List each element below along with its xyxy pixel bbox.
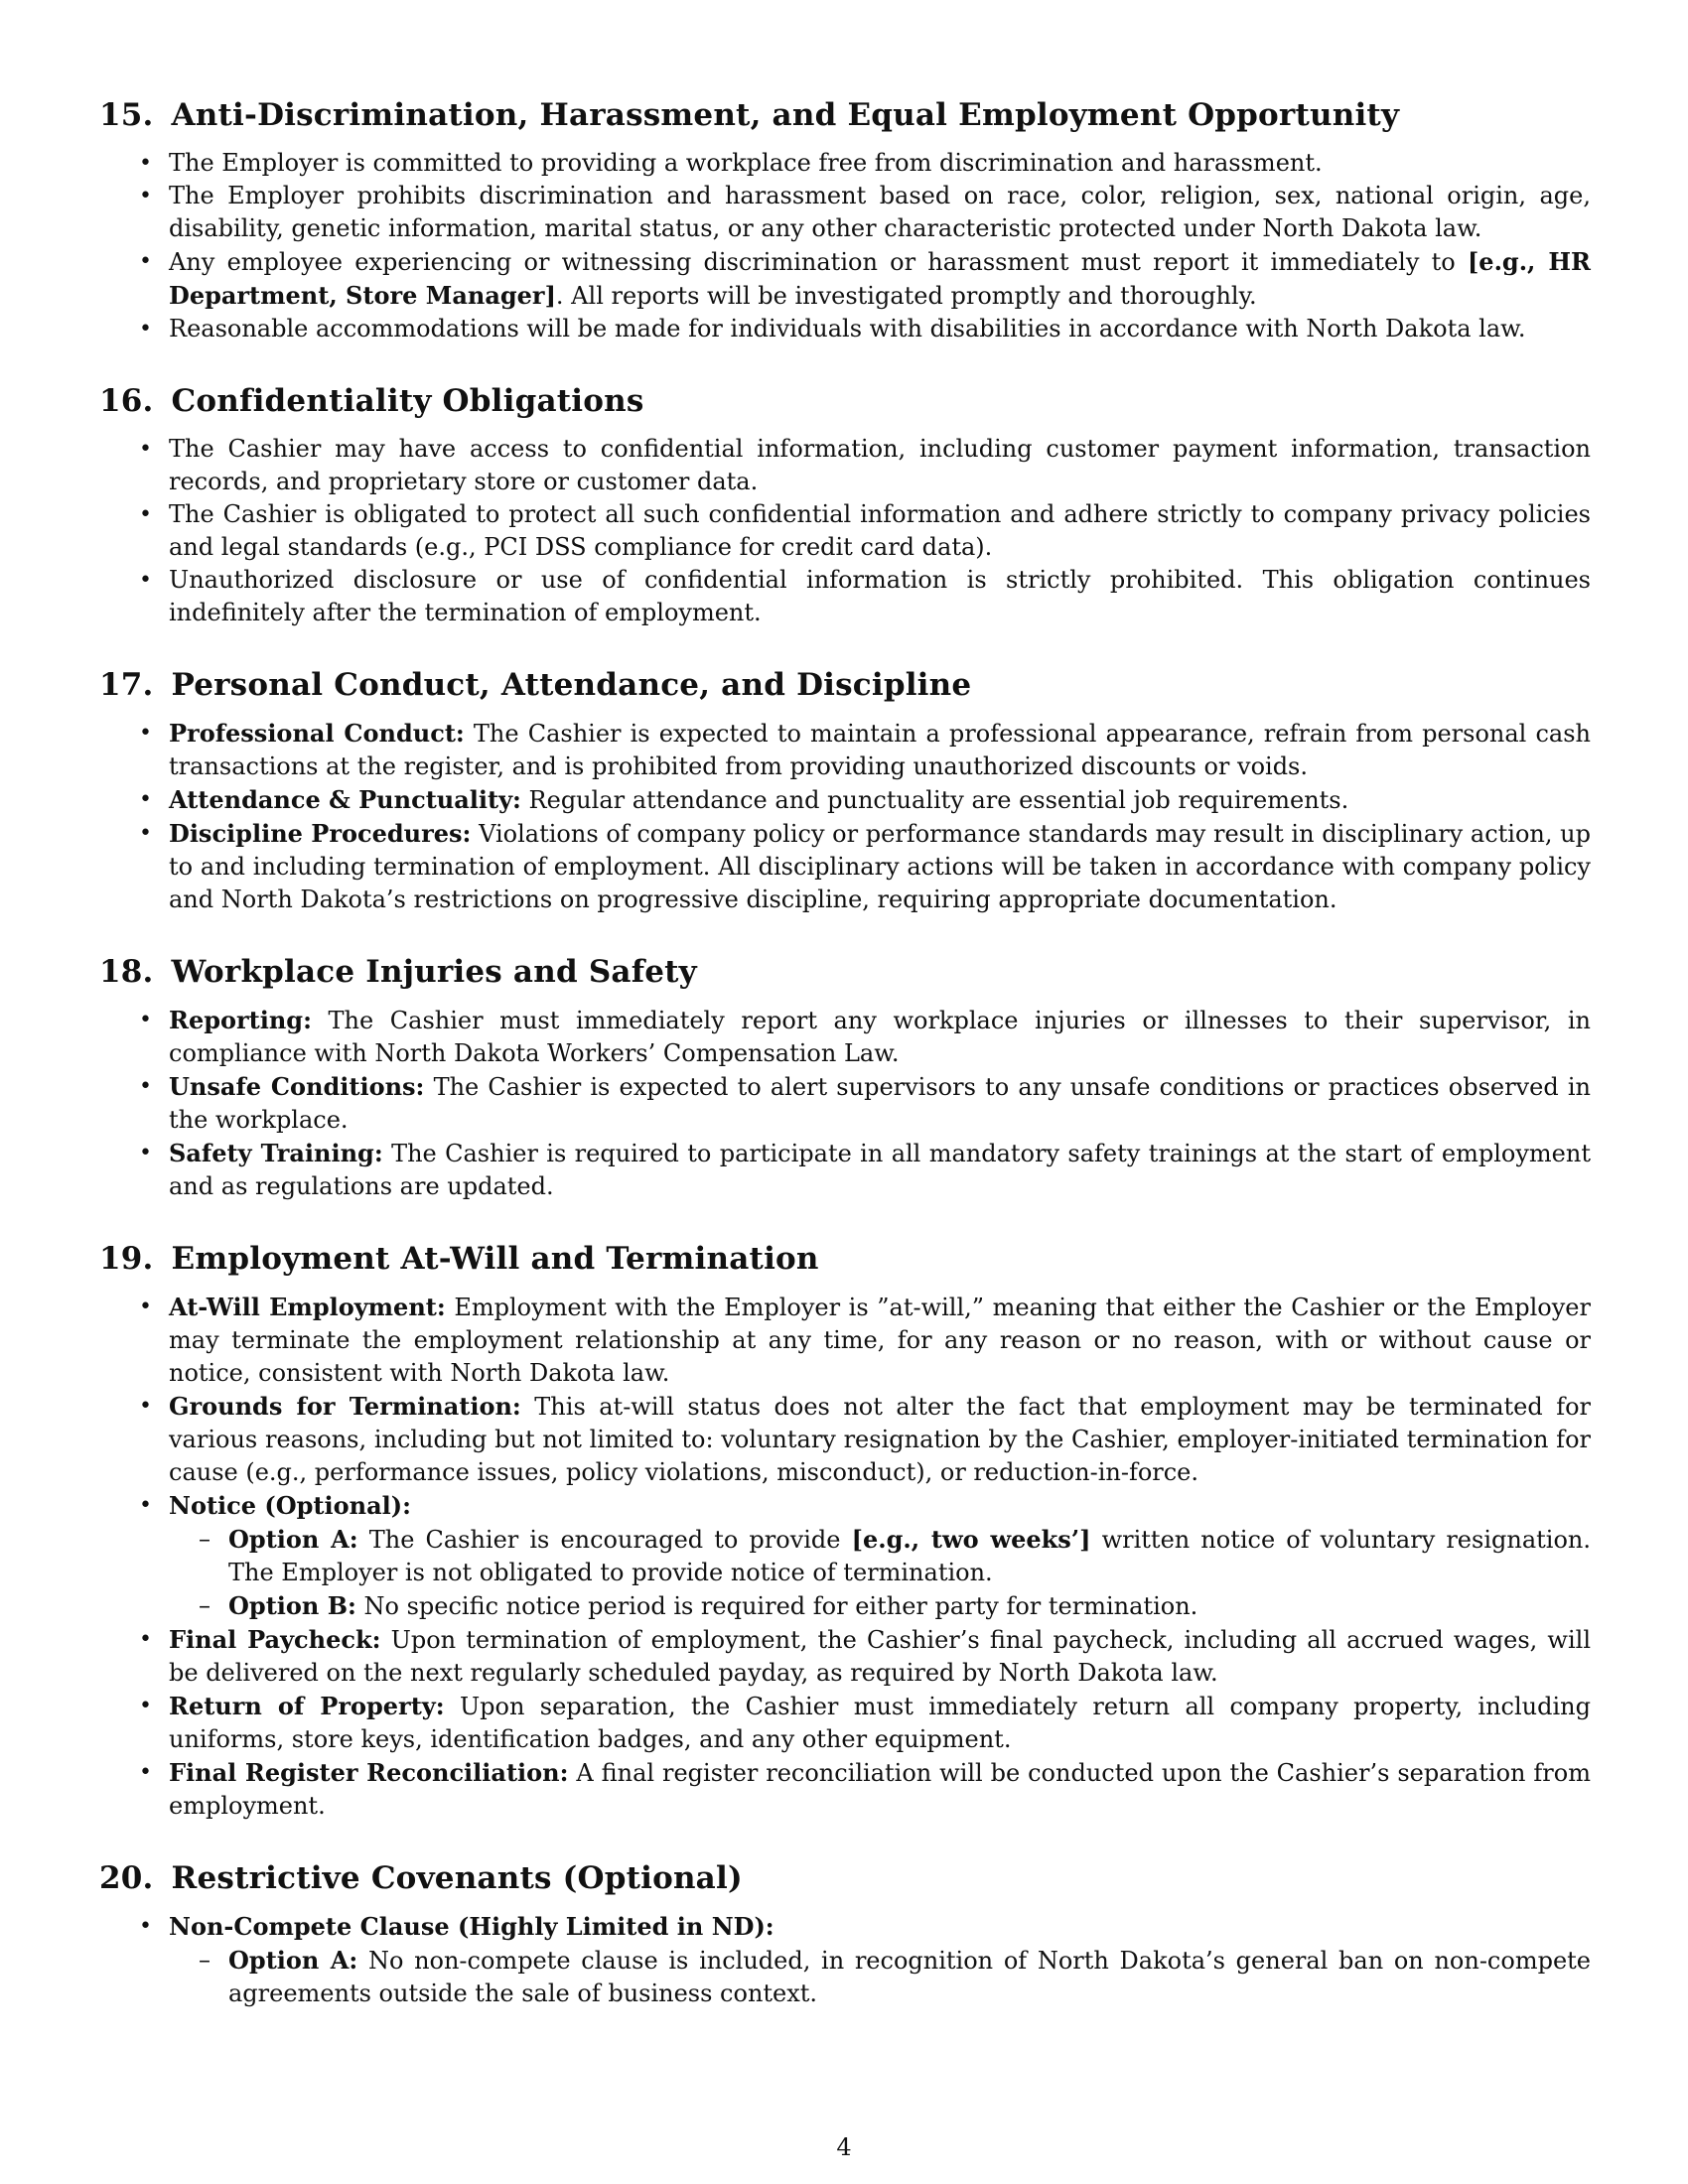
sub-list <box>169 1944 1591 2010</box>
item-label: Final Register Reconciliation: <box>169 1758 569 1787</box>
section-title: Employment At-Will and Termination <box>171 1241 819 1277</box>
section-20 <box>99 1858 1591 2010</box>
item-label: Return of Property: <box>169 1692 445 1720</box>
list-item <box>99 147 1591 180</box>
sub-list-item <box>169 1589 1591 1623</box>
item-text: The Cashier may have access to confidential information, including customer payment information, transaction records, and proprietary store or customer data. <box>169 435 1591 495</box>
item-text: . All reports will be investigated promptly and thoroughly. <box>555 282 1257 310</box>
item-label: Option B: <box>228 1591 356 1620</box>
section-19 <box>99 1239 1591 1823</box>
sub-list-item <box>169 1523 1591 1589</box>
item-label: Notice (Optional): <box>169 1491 411 1520</box>
list-item <box>99 1137 1591 1203</box>
section-16 <box>99 381 1591 629</box>
placeholder-text: [e.g., two weeks’] <box>851 1525 1091 1554</box>
list-item <box>99 1756 1591 1823</box>
item-text: Any employee experiencing or witnessing discrimination or harassment must report it immediately to <box>169 248 1468 276</box>
section-heading <box>99 952 1591 992</box>
item-label: Grounds for Termination: <box>169 1392 521 1421</box>
item-text: Regular attendance and punctuality are essential job requirements. <box>528 786 1349 814</box>
bullet-list <box>99 433 1591 629</box>
bullet-list <box>99 1291 1591 1823</box>
section-number: 17. <box>99 667 154 703</box>
section-number: 19. <box>99 1241 154 1277</box>
bullet-list <box>99 1910 1591 2010</box>
section-heading <box>99 381 1591 421</box>
section-title: Personal Conduct, Attendance, and Discipline <box>171 667 972 703</box>
item-text: The Cashier is encouraged to provide <box>368 1526 852 1554</box>
placeholder-text: [e.g., HR Department, Store Manager] <box>169 247 1591 310</box>
document-page <box>99 95 1591 2046</box>
list-item <box>99 313 1591 345</box>
list-item <box>99 1004 1591 1070</box>
section-number: 18. <box>99 954 154 990</box>
item-label: Discipline Procedures: <box>169 819 472 848</box>
section-title: Confidentiality Obligations <box>171 383 644 419</box>
bullet-list <box>99 717 1591 916</box>
list-item <box>99 1489 1591 1623</box>
section-18 <box>99 952 1591 1203</box>
item-text: written notice of voluntary resignation. The Employer is not obligated to provide notice of termination. <box>228 1526 1591 1586</box>
item-label: Professional Conduct: <box>169 719 465 748</box>
list-item <box>99 180 1591 245</box>
item-label: At-Will Employment: <box>169 1293 446 1321</box>
list-item <box>99 564 1591 629</box>
list-item <box>99 1291 1591 1390</box>
section-title: Anti-Discrimination, Harassment, and Equal Employment Opportunity <box>171 97 1400 133</box>
item-text: The Cashier is obligated to protect all such confidential information and adhere strictly to company privacy policies and legal standards (e.g., PCI DSS compliance for credit card data). <box>169 500 1591 561</box>
item-label: Reporting: <box>169 1006 312 1034</box>
list-item <box>99 1910 1591 2010</box>
list-item <box>99 717 1591 783</box>
page-number: 4 <box>836 2133 852 2161</box>
bullet-list <box>99 147 1591 345</box>
list-item <box>99 433 1591 498</box>
item-label: Final Paycheck: <box>169 1625 381 1654</box>
section-heading <box>99 1858 1591 1898</box>
list-item <box>99 783 1591 817</box>
section-title: Restrictive Covenants (Optional) <box>171 1860 743 1896</box>
item-text: The Cashier is expected to alert supervisors to any unsafe conditions or practices observed in the workplace. <box>169 1073 1591 1134</box>
item-text: This at-will status does not alter the fact that employment may be terminated for various reasons, including but not limited to: voluntary resignation by the Cashier, employer-initiated termination for cause (e.g., performance issues, policy violations, misconduct), or reduction-in-force. <box>169 1393 1592 1486</box>
item-text: No specific notice period is required for either party for termination. <box>363 1592 1198 1620</box>
section-number: 20. <box>99 1860 154 1896</box>
item-text: Upon separation, the Cashier must immediately return all company property, including uniforms, store keys, identification badges, and any other equipment. <box>169 1693 1591 1753</box>
sub-list <box>169 1523 1591 1623</box>
list-item <box>99 817 1591 916</box>
item-text: No non-compete clause is included, in recognition of North Dakota’s general ban on non-compete agreements outside the sale of business context. <box>228 1947 1591 2007</box>
item-label: Unsafe Conditions: <box>169 1072 425 1101</box>
item-text: Upon termination of employment, the Cashier’s final paycheck, including all accrued wages, will be delivered on the next regularly scheduled payday, as required by North Dakota law. <box>169 1626 1591 1687</box>
item-text: The Cashier must immediately report any workplace injuries or illnesses to their supervisor, in compliance with North Dakota Workers’ Compensation Law. <box>169 1007 1591 1067</box>
item-label: Non-Compete Clause (Highly Limited in ND): <box>169 1912 774 1941</box>
item-text: The Employer is committed to providing a workplace free from discrimination and harassment. <box>169 149 1323 177</box>
section-heading <box>99 1239 1591 1279</box>
item-label: Option A: <box>228 1525 358 1554</box>
section-number: 16. <box>99 383 154 419</box>
item-text: The Cashier is expected to maintain a professional appearance, refrain from personal cash transactions at the register, and is prohibited from providing unauthorized discounts or voids. <box>169 720 1591 780</box>
item-label: Attendance & Punctuality: <box>169 785 521 814</box>
item-text: A final register reconciliation will be conducted upon the Cashier’s separation from employment. <box>169 1759 1591 1820</box>
section-heading <box>99 665 1591 705</box>
section-17 <box>99 665 1591 916</box>
item-text: Unauthorized disclosure or use of confidential information is strictly prohibited. This obligation continues indefinitely after the termination of employment. <box>169 566 1591 626</box>
item-text: Violations of company policy or performance standards may result in disciplinary action, up to and including termination of employment. All disciplinary actions will be taken in accordance with company policy and North Dakota’s restrictions on progressive discipline, requiring appropriate documentation. <box>169 820 1591 913</box>
bullet-list <box>99 1004 1591 1203</box>
list-item <box>99 245 1591 313</box>
item-label: Safety Training: <box>169 1139 383 1167</box>
list-item <box>99 1390 1591 1489</box>
section-15 <box>99 95 1591 345</box>
item-text: Reasonable accommodations will be made for individuals with disabilities in accordance with North Dakota law. <box>169 315 1526 342</box>
item-text: The Employer prohibits discrimination and harassment based on race, color, religion, sex, national origin, age, disability, genetic information, marital status, or any other characteristic protected under North Dakota law. <box>169 182 1591 242</box>
sub-list-item <box>169 1944 1591 2010</box>
list-item <box>99 1070 1591 1137</box>
section-heading <box>99 95 1591 135</box>
item-text: Employment with the Employer is ”at-will,” meaning that either the Cashier or the Employer may terminate the employment relationship at any time, for any reason or no reason, with or without cause or notice, consistent with North Dakota law. <box>169 1294 1591 1387</box>
list-item <box>99 1690 1591 1756</box>
item-label: Option A: <box>228 1946 358 1975</box>
section-title: Workplace Injuries and Safety <box>171 954 697 990</box>
list-item <box>99 498 1591 564</box>
list-item <box>99 1623 1591 1690</box>
section-number: 15. <box>99 97 154 133</box>
item-text: The Cashier is required to participate in all mandatory safety trainings at the start of employment and as regulations are updated. <box>169 1140 1591 1200</box>
